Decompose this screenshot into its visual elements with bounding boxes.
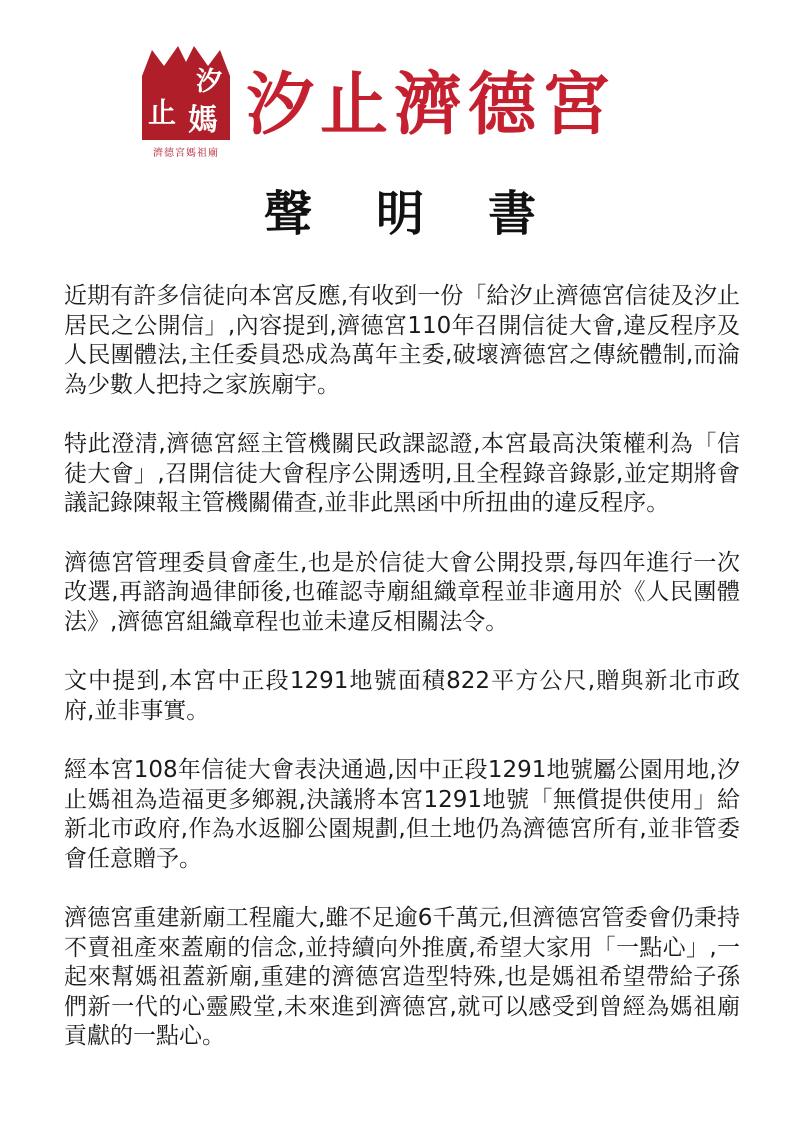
- logo-char-top: 汐: [196, 67, 223, 97]
- logo-char-right: 媽: [188, 103, 218, 138]
- paragraph-6: 濟德宮重建新廟工程龐大,雖不足逾6千萬元,但濟德宮管委會仍秉持不賣祖產來蓋廟的信念,並持續向外推廣,希望大家用「一點心」,一起來幫媽祖蓋新廟,重建的濟德宮造型特殊,也是媽祖希望帶給子孫們新一代的心靈殿堂,未來進到濟德宮,就可以感受到曾經為媽祖廟貢獻的一點心。: [64, 905, 740, 1049]
- paragraph-2: 特此澄清,濟德宮經主管機關民政課認證,本宮最高決策權利為「信徒大會」,召開信徒大會程序公開透明,且全程錄音錄影,並定期將會議記錄陳報主管機關備查,並非此黑函中所扭曲的違反程序。: [64, 431, 740, 516]
- document-title: 聲明書: [263, 186, 600, 242]
- temple-logo: [138, 40, 234, 166]
- paragraph-1: 近期有許多信徒向本宮反應,有收到一份「給汐止濟德宮信徒及汐止居民之公開信」,內容提到,濟德宮110年召開信徒大會,違反程序及人民團體法,主任委員恐成為萬年主委,破壞濟德宮之傳統體制,而淪為少數人把持之家族廟宇。: [64, 283, 740, 398]
- logo-caption: 濟德宮媽祖廟: [153, 148, 219, 159]
- paragraph-3: 濟德宮管理委員會產生,也是於信徒大會公開投票,每四年進行一次改選,再諮詢過律師後,也確認寺廟組織章程並非適用於《人民團體法》,濟德宮組織章程也並未違反相關法令。: [64, 549, 740, 635]
- temple-name: 汐止濟德宮: [246, 65, 617, 145]
- logo-emblem: [138, 40, 234, 144]
- paragraph-5: 經本宮108年信徒大會表決通過,因中正段1291地號屬公園用地,汐止媽祖為造福更多鄉親,決議將本宮1291地號「無償提供使用」給新北市政府,作為水返腳公園規劃,但土地仍為濟德宮所有,並非管委會任意贈予。: [64, 757, 740, 872]
- logo-char-left: 止: [148, 96, 177, 129]
- statement-body: [64, 282, 740, 1082]
- paragraph-4: 文中提到,本宮中正段1291地號面積822平方公尺,贈與新北市政府,並非事實。: [64, 668, 740, 724]
- temple-header: [138, 40, 658, 170]
